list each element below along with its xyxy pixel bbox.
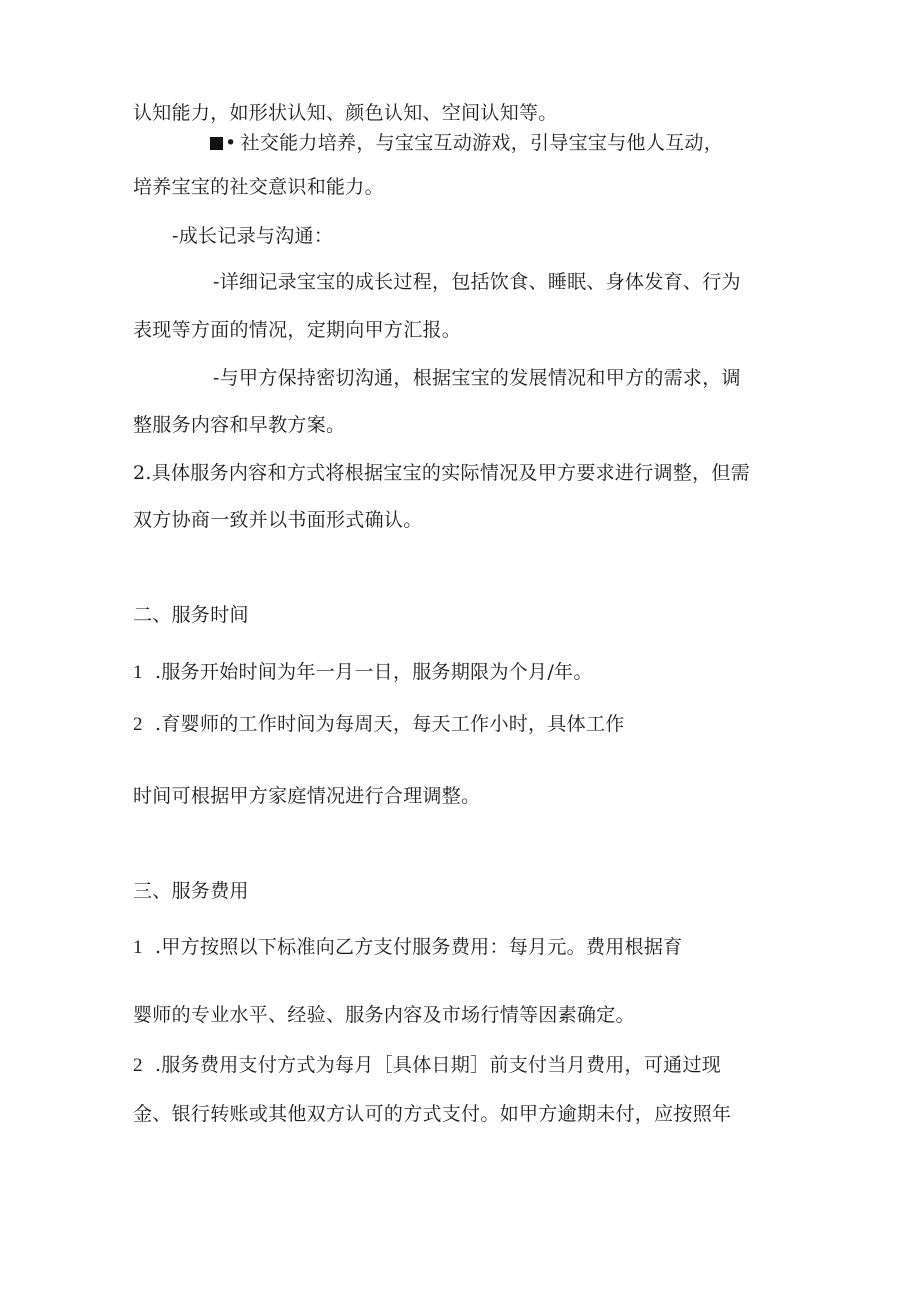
text-line: -详细记录宝宝的成长过程，包括饮食、睡眠、身体发育、行为 [213, 271, 741, 293]
bullet-line [210, 131, 723, 155]
numbered-item [133, 1053, 721, 1078]
text-line: 表现等方面的情况，定期向甲方汇报。 [133, 319, 462, 341]
numbered-item [133, 935, 682, 960]
item-number: 1 [133, 937, 143, 958]
text-line: .服务费用支付方式为每月［具体日期］前支付当月费用，可通过现 [155, 1054, 722, 1076]
text-line: 社交能力培养，与宝宝互动游戏，引导宝宝与他人互动， [240, 132, 724, 154]
section-subheading: -成长记录与沟通： [172, 225, 334, 247]
item-number: 2 [133, 714, 143, 735]
text-line: .甲方按照以下标准向乙方支付服务费用：每月元。费用根据育 [155, 936, 683, 958]
text-line: -与甲方保持密切沟通，根据宝宝的发展情况和甲方的需求，调 [213, 367, 741, 389]
section-heading: 二、服务时间 [133, 604, 249, 626]
section-heading: 三、服务费用 [133, 880, 249, 902]
item-number: 2 [133, 1055, 143, 1076]
text-line: .育婴师的工作时间为每周天，每天工作小时，具体工作 [155, 713, 625, 735]
numbered-item [133, 712, 625, 737]
text-line: 培养宝宝的社交意识和能力。 [133, 176, 384, 198]
text-line: .服务开始时间为年一月一日，服务期限为个月/年。 [155, 661, 593, 683]
text-line: 金、银行转账或其他双方认可的方式支付。如甲方逾期未付，应按照年 [133, 1103, 732, 1125]
text-line: 双方协商一致并以书面形式确认。 [133, 509, 423, 531]
square-bullet-icon [210, 137, 223, 150]
numbered-item [133, 660, 593, 685]
item-number: 1 [133, 662, 143, 683]
text-line: 整服务内容和早教方案。 [133, 414, 346, 436]
text-line: 婴师的专业水平、经验、服务内容及市场行情等因素确定。 [133, 1004, 635, 1026]
text-line: 认知能力，如形状认知、颜色认知、空间认知等。 [133, 102, 558, 124]
dot-bullet-icon: • [225, 132, 237, 154]
text-line: 2.具体服务内容和方式将根据宝宝的实际情况及甲方要求进行调整，但需 [133, 462, 751, 484]
text-line: 时间可根据甲方家庭情况进行合理调整。 [133, 785, 481, 807]
